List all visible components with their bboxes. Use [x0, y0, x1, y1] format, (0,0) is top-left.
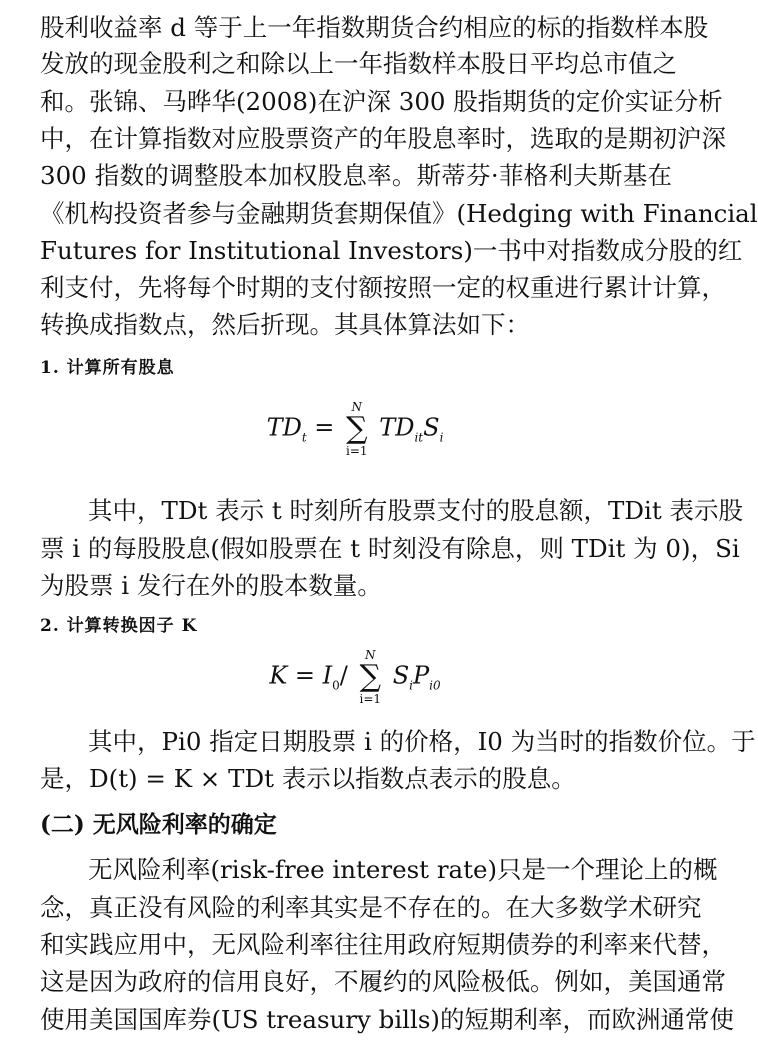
- text-line: 中，在计算指数对应股票资产的年股息率时，选取的是期初沪深: [40, 124, 726, 153]
- sigma: ∑: [346, 411, 368, 446]
- sum-upper: N: [365, 648, 376, 662]
- formula-lhs: K: [269, 661, 288, 690]
- text-line: 这是因为政府的信用良好，不履约的风险极低。例如，美国通常: [40, 967, 726, 996]
- text-line: 和。张锦、马晔华(2008)在沪深 300 股指期货的定价实证分析: [40, 87, 723, 116]
- formula-i0: I: [322, 661, 333, 690]
- formula-term-sub: i: [439, 430, 444, 445]
- text-line: 无风险利率(risk-free interest rate)只是一个理论上的概: [88, 855, 718, 884]
- text-line: 念，真正没有风险的利率其实是不存在的。在大多数学术研究: [40, 893, 702, 922]
- formula-term-sub: it: [414, 430, 424, 445]
- formula-equals: =: [314, 413, 335, 442]
- text-line: 使用美国国库券(US treasury bills)的短期利率，而欧洲通常使: [40, 1005, 734, 1034]
- text-line: 其中，Pi0 指定日期股票 i 的价格，I0 为当时的指数价位。于: [88, 727, 756, 756]
- text-line: 《机构投资者参与金融期货套期保值》(Hedging with Financial: [40, 199, 758, 228]
- formula-term-sub: i: [409, 678, 413, 693]
- text-line: 股利收益率 d 等于上一年指数期货合约相应的标的指数样本股: [40, 13, 709, 42]
- step-1-heading: 1. 计算所有股息: [40, 358, 175, 378]
- sum-lower: i=1: [359, 692, 382, 706]
- formula-term-sub: i0: [429, 678, 441, 693]
- formula-conversion-factor: [0, 648, 710, 706]
- text-line: 其中，TDt 表示 t 时刻所有股票支付的股息额，TDit 表示股: [88, 496, 743, 525]
- formula-slash: /: [339, 661, 348, 690]
- text-line: 转换成指数点，然后折现。其具体算法如下：: [40, 310, 530, 339]
- formula-lhs-sub: t: [301, 430, 307, 445]
- text-line: 利支付，先将每个时期的支付额按照一定的权重进行累计计算，: [40, 273, 726, 302]
- text-line: 发放的现金股利之和除以上一年指数样本股日平均总市值之: [40, 49, 677, 78]
- sum-upper: N: [351, 400, 363, 414]
- step-2-heading: 2. 计算转换因子 K: [40, 616, 198, 636]
- summation: [346, 400, 368, 458]
- formula-term: P: [413, 661, 430, 690]
- formula-term: TD: [379, 413, 415, 442]
- sum-lower: i=1: [346, 444, 368, 458]
- formula-i0-sub: 0: [332, 678, 340, 693]
- text-line: 票 i 的每股股息(假如股票在 t 时刻没有除息，则 TDit 为 0)，Si: [40, 534, 740, 563]
- formula-term: S: [423, 413, 440, 442]
- formula-lhs: TD: [266, 413, 302, 442]
- formula-equals: =: [294, 661, 316, 690]
- formula-term: S: [392, 661, 410, 690]
- text-line: 和实践应用中，无风险利率往往用政府短期债券的利率来代替，: [40, 930, 726, 959]
- text-line: 为股票 i 发行在外的股本数量。: [40, 571, 382, 600]
- formula-total-dividend: [0, 400, 710, 458]
- text-line: 是，D(t) = K × TDt 表示以指数点表示的股息。: [40, 764, 576, 793]
- text-line: 300 指数的调整股本加权股息率。斯蒂芬·菲格利夫斯基在: [40, 161, 672, 190]
- summation: [360, 648, 382, 706]
- section-heading: (二) 无风险利率的确定: [40, 811, 277, 838]
- sigma: ∑: [359, 659, 381, 694]
- text-line: Futures for Institutional Investors)一书中对指数成分股的红: [40, 236, 743, 265]
